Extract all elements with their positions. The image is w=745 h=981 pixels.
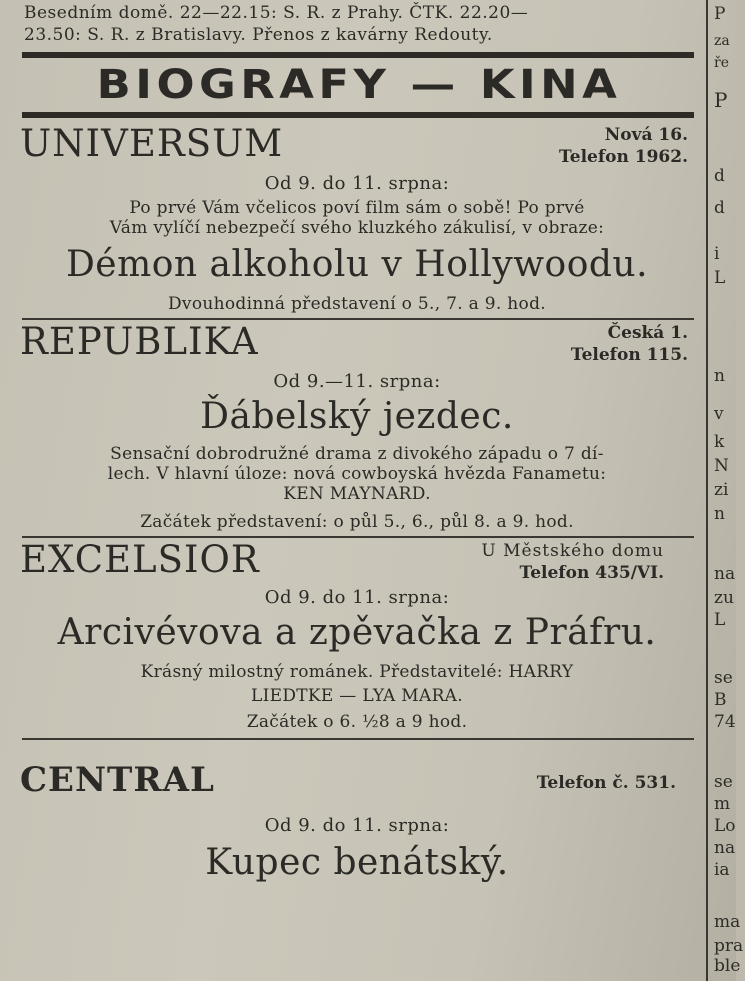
cinema-name: CENTRAL (20, 760, 215, 800)
description-line: Sensační dobrodružné drama z divokého západu o 7 dí- (110, 444, 604, 464)
description-line: KEN MAYNARD. (283, 484, 431, 504)
fragment: pra (714, 936, 744, 956)
fragment: d (714, 166, 725, 186)
fragment: N (714, 456, 729, 476)
showtimes: Začátek o 6. ½8 a 9 hod. (246, 712, 468, 732)
film-description (20, 660, 694, 708)
cinema-contact (537, 772, 676, 794)
cinema-address: Česká 1. (607, 323, 688, 343)
header-rule-bottom (22, 112, 694, 118)
radio-line: Besedním domě. 22—22.15: S. R. z Prahy. ČTK. 22.20— (24, 3, 529, 23)
cinema-phone: Telefon 1962. (559, 147, 688, 167)
showtimes: Začátek představení: o půl 5., 6., půl 8. a 9. hod. (140, 512, 574, 532)
film-title: Arcivévova a zpěvačka z Práfru. (57, 612, 657, 653)
column-rule (706, 0, 708, 981)
fragment: n (714, 366, 725, 386)
cinema-name: EXCELSIOR (20, 538, 260, 581)
cinema-phone: Telefon č. 531. (536, 773, 676, 793)
fragment: v (714, 404, 724, 424)
cinema-listing-central (14, 758, 704, 886)
fragment: Lo (714, 816, 736, 836)
cinema-name: UNIVERSUM (20, 122, 284, 165)
fragment: m (714, 794, 731, 814)
description-line: Vám vylíčí nebezpečí svého kluzkého zákulisí, v obraze: (109, 218, 605, 238)
fragment: na (714, 564, 736, 584)
fragment: P (714, 4, 726, 24)
fragment: za (714, 33, 730, 49)
radio-line: 23.50: S. R. z Bratislavy. Přenos z kavárny Redouty. (24, 25, 493, 45)
cinema-address: Nová 16. (604, 125, 688, 145)
fragment: n (714, 504, 725, 524)
fragment: L (714, 268, 726, 288)
film-title: Ďábelský jezdec. (200, 396, 514, 437)
description-line: Krásný milostný románek. Představitelé: HARRY (140, 662, 574, 682)
fragment: ře (714, 55, 729, 71)
cinema-listing-universum (14, 122, 704, 316)
fragment: na (714, 838, 736, 858)
screening-dates: Od 9.—11. srpna: (273, 371, 441, 392)
main-column (14, 0, 704, 886)
fragment: se (714, 772, 733, 792)
fragment: L (714, 610, 726, 630)
film-description (20, 444, 694, 504)
cinema-phone: Telefon 115. (570, 345, 688, 365)
screening-dates: Od 9. do 11. srpna: (264, 815, 450, 836)
fragment: zu (714, 588, 734, 608)
cinema-phone: Telefon 435/VI. (519, 563, 664, 583)
radio-listing-tail (14, 2, 704, 46)
fragment: i (714, 244, 720, 264)
film-title: Kupec benátský. (205, 842, 509, 883)
screening-dates: Od 9. do 11. srpna: (264, 173, 450, 194)
cinema-listing-excelsior (14, 538, 704, 734)
cinema-contact (571, 322, 688, 366)
fragment: se (714, 668, 733, 688)
fragment: B (714, 690, 727, 710)
description-line: Po prvé Vám včelicos poví film sám o sobě! Po prvé (129, 198, 585, 218)
showtimes: Dvouhodinná představení o 5., 7. a 9. hod. (168, 294, 546, 314)
cinema-contact (481, 540, 664, 584)
cinema-contact (559, 124, 688, 168)
cinema-address: U Městského domu (481, 541, 664, 561)
section-divider (22, 738, 694, 740)
screening-dates: Od 9. do 11. srpna: (264, 587, 450, 608)
fragment: 74 (714, 712, 736, 732)
adjacent-column-fragments (712, 0, 744, 981)
film-description (20, 198, 694, 238)
fragment: ma (714, 912, 741, 932)
description-line: lech. V hlavní úloze: nová cowboyská hvězda Fanametu: (107, 464, 607, 484)
film-title: Démon alkoholu v Hollywoodu. (65, 244, 649, 285)
fragment: ia (714, 860, 730, 880)
fragment: k (714, 432, 725, 452)
section-title: BIOGRAFY — KINA (96, 62, 622, 108)
fragment: P (714, 88, 728, 112)
description-line: LIEDTKE — LYA MARA. (251, 686, 463, 706)
cinema-name: REPUBLIKA (20, 320, 259, 363)
fragment: d (714, 198, 725, 218)
fragment: zi (714, 480, 729, 500)
cinema-listing-republika (14, 320, 704, 534)
fragment: ble (714, 956, 741, 976)
